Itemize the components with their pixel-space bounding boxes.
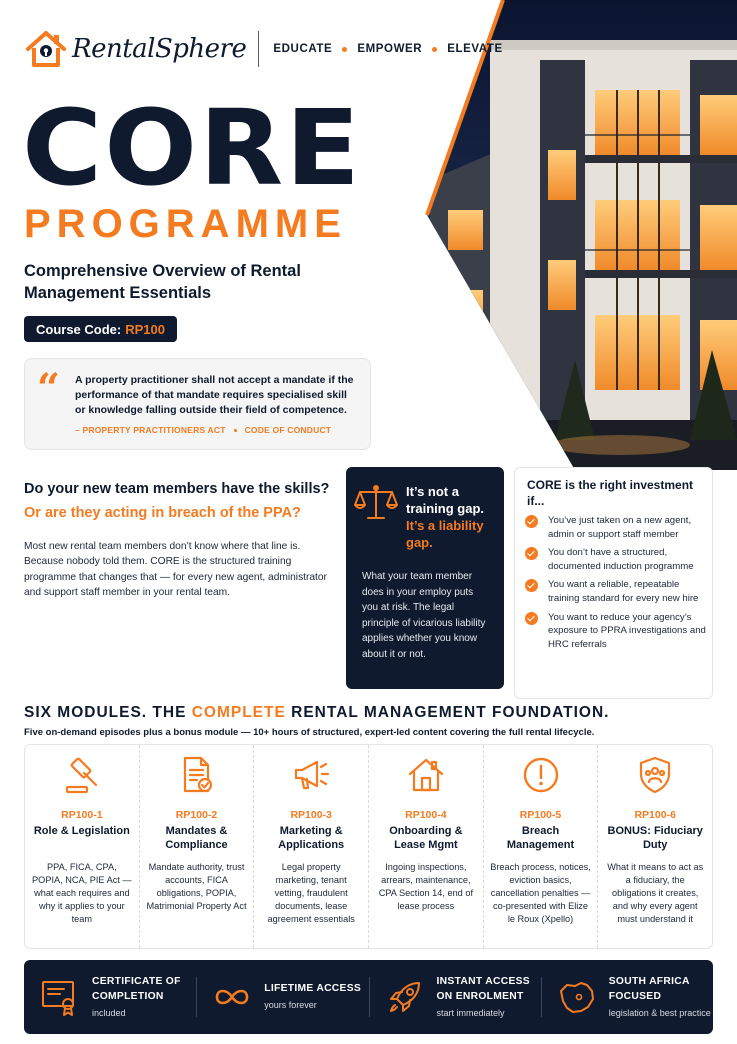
module-code: RP100-1: [61, 809, 103, 821]
quote-source: [75, 425, 331, 435]
benefit-text: [264, 982, 361, 1011]
tagline-dot: [432, 47, 437, 52]
modules-heading-pre: SIX MODULES. THE: [24, 704, 192, 721]
tagline-dot: [342, 47, 347, 52]
list-item: [525, 514, 707, 541]
module-card[interactable]: [598, 745, 712, 948]
modules-heading: [24, 704, 609, 722]
tagline: [273, 43, 502, 55]
modules-heading-accent: COMPLETE: [191, 704, 286, 721]
scales-icon: [354, 483, 398, 523]
benefit-sub: yours forever: [264, 1000, 317, 1011]
course-code-badge: [24, 316, 177, 342]
module-card[interactable]: [140, 745, 255, 948]
module-card[interactable]: [484, 745, 599, 948]
quote-card: [24, 358, 371, 450]
module-card[interactable]: [254, 745, 369, 948]
certificate-icon: [40, 977, 80, 1017]
benefit-title: SOUTH AFRICA FOCUSED: [608, 976, 690, 1002]
module-code: RP100-5: [519, 809, 562, 821]
rocket-icon: [385, 977, 425, 1017]
module-name: BONUS: Fiduciary Duty: [607, 825, 703, 851]
module-code: RP100-3: [290, 809, 332, 821]
list-item-text: You want a reliable, repeatable training standard for every new hire: [548, 579, 699, 605]
benefit-text: [92, 975, 196, 1019]
house-icon: [406, 755, 446, 795]
megaphone-icon: [291, 755, 331, 795]
module-code: RP100-2: [175, 809, 218, 821]
header: [24, 26, 503, 72]
course-code-value: RP100: [125, 321, 165, 337]
subtitle: Comprehensive Overview of Rental Management Essentials: [24, 262, 301, 303]
house-keyhole-icon: [24, 27, 68, 71]
benefit-title: CERTIFICATE OF COMPLETION: [92, 976, 181, 1002]
check-icon: [525, 579, 538, 592]
header-divider: [258, 31, 259, 67]
benefit-text: [437, 975, 541, 1019]
benefit-text: [609, 975, 713, 1019]
modules-grid: [24, 744, 713, 949]
investment-list: [525, 514, 707, 656]
quote-mark-icon: “: [37, 365, 61, 412]
benefit-title: LIFETIME ACCESS: [264, 983, 362, 995]
module-desc: PPA, FICA, CPA, POPIA, NCA, PIE Act — what each requires and why it applies to your team: [32, 862, 132, 925]
benefit-title: INSTANT ACCESS ON ENROLMENT: [436, 976, 530, 1002]
list-item: [525, 546, 707, 573]
module-name: Marketing & Applications: [278, 825, 345, 851]
benefit-lifetime: [196, 973, 368, 1021]
module-code: RP100-6: [634, 809, 676, 821]
benefit-sub: legislation & best practice: [608, 1007, 711, 1018]
benefits-footer: [24, 960, 713, 1034]
module-desc: Mandate authority, trust accounts, FICA obligations, POPIA, Matrimonial Property Act: [146, 862, 247, 912]
list-item: [525, 578, 707, 605]
module-card[interactable]: [369, 745, 484, 948]
liability-gap-card: [346, 467, 504, 689]
module-name: Mandates & Compliance: [165, 825, 228, 851]
benefit-sub: included: [92, 1007, 126, 1018]
check-icon: [525, 612, 538, 625]
intro-subheading: Or are they acting in breach of the PPA?: [24, 505, 301, 521]
quote-source-dot: [234, 429, 237, 432]
infinity-icon: [212, 977, 252, 1017]
list-item-text: You want to reduce your agency’s exposure to PPRA investigations and HRC referrals: [548, 611, 706, 650]
quote-source-act: – PROPERTY PRACTITIONERS ACT: [75, 425, 226, 435]
gap-title: [406, 483, 501, 552]
list-item: [525, 611, 707, 652]
document-check-icon: [177, 755, 217, 795]
module-desc: Legal property marketing, tenant vetting, fraudulent documents, lease agreement essentials: [267, 862, 355, 925]
gavel-icon: [62, 755, 102, 795]
benefit-south-africa: [541, 973, 713, 1021]
module-name: Onboarding & Lease Mgmt: [389, 825, 463, 851]
alert-icon: [521, 755, 561, 795]
modules-subheading: Five on-demand episodes plus a bonus module — 10+ hours of structured, expert-led content covering the full rental lifecycle.: [24, 727, 595, 738]
module-desc: What it means to act as a fiduciary, the obligations it creates, and why every agent must understand it: [607, 862, 704, 925]
module-desc: Ingoing inspections, arrears, maintenance, CPA Section 14, end of lease process: [378, 862, 474, 912]
module-name: Breach Management: [506, 825, 575, 851]
investment-card: [514, 467, 713, 699]
tagline-empower: EMPOWER: [357, 43, 423, 55]
tagline-elevate: ELEVATE: [447, 43, 503, 55]
shield-people-icon: [635, 755, 675, 795]
quote-source-code: CODE OF CONDUCT: [244, 425, 332, 435]
check-icon: [525, 547, 538, 560]
intro-body: Most new rental team members don’t know where that line is. Because nobody told them. CORE is the structured training programme that changes that — for every new agent, administrator and support staff member in your rental team.: [24, 541, 327, 598]
module-code: RP100-4: [405, 809, 447, 821]
benefit-certificate: [24, 973, 196, 1021]
quote-text: A property practitioner shall not accept a mandate if the performance of that mandate requires specialised skill or knowledge falling outside their field of competence.: [75, 374, 354, 417]
list-item-text: You’ve just taken on a new agent, admin or support staff member: [548, 515, 692, 540]
investment-title: CORE is the right investment if...: [527, 478, 694, 508]
module-card[interactable]: [25, 745, 140, 948]
modules-heading-post: RENTAL MANAGEMENT FOUNDATION.: [285, 704, 610, 721]
intro-heading: Do your new team members have the skills?: [24, 481, 330, 497]
brand-logo[interactable]: [24, 27, 246, 71]
benefit-instant-access: [369, 973, 541, 1021]
check-icon: [525, 515, 538, 528]
africa-map-icon: [557, 977, 597, 1017]
title-programme: PROGRAMME: [24, 202, 347, 246]
module-desc: Breach process, notices, eviction basics, cancellation penalties — co-presented with Elize le Roux (Xpello): [490, 862, 591, 925]
gap-body: What your team member does in your employ puts you at risk. The legal principle of vicarious liability applies whether you know about it or not.: [362, 571, 486, 660]
course-code-label: Course Code:: [36, 321, 122, 337]
module-name: Role & Legislation: [33, 825, 130, 837]
title-core: CORE: [22, 87, 363, 209]
gap-line-2: It’s a liability gap.: [406, 518, 484, 551]
benefit-sub: start immediately: [436, 1007, 505, 1018]
tagline-educate: EDUCATE: [273, 43, 333, 55]
list-item-text: You don’t have a structured, documented induction programme: [548, 547, 694, 572]
gap-line-1: It’s not a training gap.: [406, 484, 484, 517]
brand-name: RentalSphere: [72, 34, 247, 64]
